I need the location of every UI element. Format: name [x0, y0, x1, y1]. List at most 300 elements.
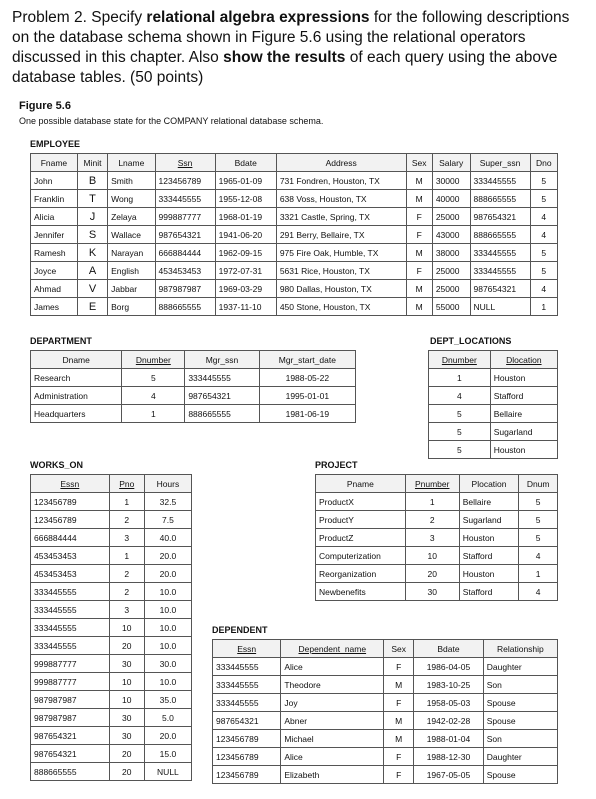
table-cell: Daughter [483, 748, 557, 766]
table-cell: Administration [31, 387, 122, 405]
table-row [429, 441, 558, 459]
column-header [530, 154, 557, 172]
table-row [31, 190, 558, 208]
table-cell: 30 [109, 655, 144, 673]
table-cell: 987654321 [155, 226, 215, 244]
table-cell: 25000 [432, 262, 470, 280]
table-row [31, 529, 192, 547]
table-cell: 999887777 [155, 208, 215, 226]
table-row [316, 493, 558, 511]
table-cell: 987654321 [185, 387, 259, 405]
table-cell: 1 [109, 493, 144, 511]
table-cell: 987987987 [31, 709, 110, 727]
column-header [31, 475, 110, 493]
column-header-label: Dlocation [506, 354, 542, 365]
table-cell: Spouse [483, 694, 557, 712]
table-cell: Franklin [31, 190, 78, 208]
table-cell: 35.0 [144, 691, 191, 709]
table-cell: Bellaire [459, 493, 519, 511]
table-cell: M [406, 298, 432, 316]
table-cell: F [384, 766, 414, 784]
table-row [213, 730, 558, 748]
table-cell: 1988-12-30 [414, 748, 484, 766]
table-row [429, 423, 558, 441]
table-row [31, 280, 558, 298]
table-cell: 2 [109, 511, 144, 529]
table-cell: 20 [405, 565, 459, 583]
table-row [31, 655, 192, 673]
table-cell: Spouse [483, 712, 557, 730]
table-cell: T [77, 190, 107, 208]
table-cell: 888665555 [185, 405, 259, 423]
table-cell: 1942-02-28 [414, 712, 484, 730]
table-cell: M [406, 280, 432, 298]
column-header-label: Pnumber [414, 478, 450, 489]
table-cell: 2 [109, 583, 144, 601]
table-cell: F [384, 748, 414, 766]
table-cell: 3 [109, 601, 144, 619]
table-cell: 333445555 [31, 583, 110, 601]
table-row [429, 387, 558, 405]
table-cell: 638 Voss, Houston, TX [276, 190, 406, 208]
table-cell: 5 [519, 529, 558, 547]
table-cell: 5631 Rice, Houston, TX [276, 262, 406, 280]
table-cell: M [384, 712, 414, 730]
table-cell: 888665555 [470, 226, 530, 244]
table-cell: Alice [281, 748, 384, 766]
column-header [144, 475, 191, 493]
column-header-label: Pname [346, 478, 374, 489]
table-cell: E [77, 298, 107, 316]
column-header-label: Hours [156, 478, 180, 489]
table-cell: 987654321 [31, 745, 110, 763]
figure-title: Figure 5.6 [19, 100, 71, 112]
column-header [384, 640, 414, 658]
table-cell: M [406, 244, 432, 262]
column-header-label: Bdate [234, 157, 257, 168]
problem-bold-1: relational algebra expressions [146, 9, 370, 26]
table-cell: F [406, 262, 432, 280]
table-cell: 20 [109, 637, 144, 655]
column-header-label: Dependent_name [298, 643, 367, 654]
table-cell: 453453453 [31, 547, 110, 565]
table-cell: 2 [405, 511, 459, 529]
table-cell: 10 [109, 619, 144, 637]
table-cell: 5 [530, 244, 557, 262]
table-cell: Stafford [459, 547, 519, 565]
table-cell: Wallace [108, 226, 155, 244]
table-cell: 333445555 [213, 694, 281, 712]
table-cell: 10 [405, 547, 459, 565]
table-cell: J [77, 208, 107, 226]
table-cell: Reorganization [316, 565, 406, 583]
table-cell: 888665555 [155, 298, 215, 316]
table-cell: 731 Fondren, Houston, TX [276, 172, 406, 190]
table-cell: 333445555 [31, 601, 110, 619]
column-header [459, 475, 519, 493]
table-row [213, 748, 558, 766]
table-row [316, 529, 558, 547]
table-cell: 20.0 [144, 727, 191, 745]
dept-locations-table [428, 350, 558, 459]
table-cell: 1962-09-15 [215, 244, 276, 262]
column-header-label: Sex [391, 643, 407, 654]
table-row [316, 511, 558, 529]
table-cell: 666884444 [31, 529, 110, 547]
table-cell: 32.5 [144, 493, 191, 511]
works-on-header-row [31, 475, 192, 493]
table-cell: 5 [530, 262, 557, 280]
table-cell: Alicia [31, 208, 78, 226]
table-cell: 123456789 [31, 493, 110, 511]
column-header [429, 351, 491, 369]
table-cell: 999887777 [31, 673, 110, 691]
table-cell: Joy [281, 694, 384, 712]
table-cell: 1 [405, 493, 459, 511]
table-cell: K [77, 244, 107, 262]
table-cell: 5 [122, 369, 185, 387]
table-cell: Houston [459, 565, 519, 583]
table-cell: 987654321 [470, 208, 530, 226]
column-header [406, 154, 432, 172]
column-header-label: Salary [439, 157, 464, 168]
table-cell: 7.5 [144, 511, 191, 529]
table-cell: 1965-01-09 [215, 172, 276, 190]
table-cell: 123456789 [213, 730, 281, 748]
column-header [470, 154, 530, 172]
table-cell: 10.0 [144, 673, 191, 691]
column-header-label: Lname [118, 157, 145, 168]
table-row [31, 387, 356, 405]
table-cell: 3321 Castle, Spring, TX [276, 208, 406, 226]
table-cell: 980 Dallas, Houston, TX [276, 280, 406, 298]
column-header-label: Super_ssn [479, 157, 521, 168]
table-cell: A [77, 262, 107, 280]
table-cell: Joyce [31, 262, 78, 280]
table-cell: 4 [429, 387, 491, 405]
column-header-label: Minit [83, 157, 102, 168]
table-cell: 2 [109, 565, 144, 583]
table-cell: 20.0 [144, 547, 191, 565]
table-cell: Research [31, 369, 122, 387]
table-cell: Houston [459, 529, 519, 547]
table-cell: 5 [519, 493, 558, 511]
table-cell: 123456789 [213, 748, 281, 766]
column-header [276, 154, 406, 172]
table-cell: 291 Berry, Bellaire, TX [276, 226, 406, 244]
table-cell: 123456789 [155, 172, 215, 190]
table-cell: 888665555 [31, 763, 110, 781]
column-header-label: Essn [60, 478, 80, 489]
table-cell: 40000 [432, 190, 470, 208]
table-row [31, 298, 558, 316]
table-row [31, 727, 192, 745]
table-cell: Sugarland [459, 511, 519, 529]
table-cell: 1986-04-05 [414, 658, 484, 676]
table-cell: 987654321 [470, 280, 530, 298]
table-row [429, 405, 558, 423]
table-cell: 1972-07-31 [215, 262, 276, 280]
table-cell: 333445555 [213, 676, 281, 694]
table-cell: 55000 [432, 298, 470, 316]
table-cell: 30000 [432, 172, 470, 190]
table-cell: 4 [519, 547, 558, 565]
table-cell: 10.0 [144, 583, 191, 601]
column-header [108, 154, 155, 172]
table-cell: 1 [429, 369, 491, 387]
table-cell: Computerization [316, 547, 406, 565]
table-cell: B [77, 172, 107, 190]
table-row [316, 583, 558, 601]
employee-header-row [31, 154, 558, 172]
table-cell: NULL [144, 763, 191, 781]
table-row [31, 511, 192, 529]
column-header-label: Dname [62, 354, 90, 365]
table-cell: 30 [109, 709, 144, 727]
table-cell: 4 [530, 226, 557, 244]
table-cell: Smith [108, 172, 155, 190]
table-cell: 987987987 [155, 280, 215, 298]
column-header-label: Sex [411, 157, 427, 168]
table-cell: 30.0 [144, 655, 191, 673]
project-header-row [316, 475, 558, 493]
table-cell: Abner [281, 712, 384, 730]
table-cell: Jabbar [108, 280, 155, 298]
table-cell: 1995-01-01 [259, 387, 355, 405]
table-cell: 10.0 [144, 601, 191, 619]
problem-text-3: of each query using the above database tables. (50 points) [12, 49, 558, 86]
table-cell: 25000 [432, 208, 470, 226]
table-cell: 987654321 [213, 712, 281, 730]
column-header [213, 640, 281, 658]
table-cell: Son [483, 730, 557, 748]
table-cell: Elizabeth [281, 766, 384, 784]
table-row [213, 658, 558, 676]
table-cell: 5.0 [144, 709, 191, 727]
table-cell: NULL [470, 298, 530, 316]
table-cell: English [108, 262, 155, 280]
table-row [31, 208, 558, 226]
table-row [31, 369, 356, 387]
table-row [31, 763, 192, 781]
table-cell: 123456789 [213, 766, 281, 784]
table-cell: 888665555 [470, 190, 530, 208]
column-header [77, 154, 107, 172]
table-row [31, 619, 192, 637]
table-cell: 4 [122, 387, 185, 405]
table-cell: ProductZ [316, 529, 406, 547]
table-cell: 38000 [432, 244, 470, 262]
table-row [429, 369, 558, 387]
table-cell: 4 [530, 208, 557, 226]
table-cell: Sugarland [490, 423, 557, 441]
column-header-label: Address [325, 157, 357, 168]
problem-text-1: Problem 2. Specify [12, 9, 147, 26]
table-cell: F [384, 658, 414, 676]
column-header [185, 351, 259, 369]
table-row [31, 172, 558, 190]
table-cell: 10.0 [144, 619, 191, 637]
table-cell: 5 [519, 511, 558, 529]
table-cell: M [406, 190, 432, 208]
column-header [519, 475, 558, 493]
project-label: PROJECT [315, 460, 358, 470]
table-cell: Houston [490, 369, 557, 387]
table-cell: 333445555 [31, 637, 110, 655]
table-cell: 1941-06-20 [215, 226, 276, 244]
table-cell: Newbenefits [316, 583, 406, 601]
column-header-label: Dnum [526, 478, 550, 489]
works-on-label: WORKS_ON [30, 460, 84, 470]
table-cell: 5 [530, 190, 557, 208]
table-row [31, 745, 192, 763]
table-cell: 15.0 [144, 745, 191, 763]
table-row [213, 712, 558, 730]
column-header [483, 640, 557, 658]
table-cell: F [384, 694, 414, 712]
table-cell: M [406, 172, 432, 190]
table-cell: 5 [429, 441, 491, 459]
column-header-label: Dnumber [135, 354, 171, 365]
column-header-label: Ssn [177, 157, 193, 168]
department-table [30, 350, 356, 423]
column-header-label: Bdate [437, 643, 460, 654]
project-table [315, 474, 558, 601]
table-cell: 10.0 [144, 637, 191, 655]
table-row [31, 583, 192, 601]
column-header-label: Pno [119, 478, 135, 489]
table-row [31, 262, 558, 280]
table-cell: John [31, 172, 78, 190]
table-row [213, 694, 558, 712]
table-cell: 987654321 [31, 727, 110, 745]
department-label: DEPARTMENT [30, 336, 92, 346]
table-cell: Stafford [490, 387, 557, 405]
table-cell: 333445555 [31, 619, 110, 637]
table-row [31, 673, 192, 691]
table-cell: 453453453 [155, 262, 215, 280]
department-header-row [31, 351, 356, 369]
table-cell: M [384, 730, 414, 748]
table-cell: F [406, 208, 432, 226]
table-row [31, 547, 192, 565]
column-header [109, 475, 144, 493]
table-cell: 975 Fire Oak, Humble, TX [276, 244, 406, 262]
table-cell: 25000 [432, 280, 470, 298]
problem-statement [12, 8, 588, 88]
table-cell: Ahmad [31, 280, 78, 298]
table-cell: Michael [281, 730, 384, 748]
dependent-header-row [213, 640, 558, 658]
dept-locations-header-row [429, 351, 558, 369]
table-cell: Jennifer [31, 226, 78, 244]
column-header [316, 475, 406, 493]
column-header [31, 351, 122, 369]
table-cell: 5 [429, 405, 491, 423]
table-cell: 5 [429, 423, 491, 441]
figure-caption: One possible database state for the COMPANY relational database schema. [19, 116, 324, 126]
table-row [316, 565, 558, 583]
table-row [31, 493, 192, 511]
table-cell: F [406, 226, 432, 244]
employee-label: EMPLOYEE [30, 139, 81, 149]
table-cell: ProductY [316, 511, 406, 529]
table-row [31, 601, 192, 619]
table-cell: 123456789 [31, 511, 110, 529]
column-header-label: Essn [237, 643, 257, 654]
table-cell: 1 [109, 547, 144, 565]
column-header [122, 351, 185, 369]
column-header [432, 154, 470, 172]
table-cell: 1988-01-04 [414, 730, 484, 748]
table-cell: 30 [109, 727, 144, 745]
table-cell: 3 [109, 529, 144, 547]
table-cell: 333445555 [470, 244, 530, 262]
table-row [31, 565, 192, 583]
table-cell: Borg [108, 298, 155, 316]
table-row [31, 691, 192, 709]
table-row [31, 244, 558, 262]
table-cell: 43000 [432, 226, 470, 244]
table-cell: 333445555 [470, 172, 530, 190]
table-cell: 333445555 [185, 369, 259, 387]
table-cell: Son [483, 676, 557, 694]
table-cell: Headquarters [31, 405, 122, 423]
table-cell: Houston [490, 441, 557, 459]
table-cell: 10 [109, 691, 144, 709]
table-cell: 1988-05-22 [259, 369, 355, 387]
column-header [215, 154, 276, 172]
table-cell: 987987987 [31, 691, 110, 709]
table-cell: 40.0 [144, 529, 191, 547]
column-header [414, 640, 484, 658]
table-cell: Spouse [483, 766, 557, 784]
table-cell: Ramesh [31, 244, 78, 262]
table-row [31, 226, 558, 244]
table-cell: Alice [281, 658, 384, 676]
column-header [405, 475, 459, 493]
table-cell: 333445555 [470, 262, 530, 280]
column-header-label: Plocation [471, 478, 507, 489]
column-header [281, 640, 384, 658]
table-cell: M [384, 676, 414, 694]
table-cell: 333445555 [213, 658, 281, 676]
table-cell: 333445555 [155, 190, 215, 208]
column-header-label: Dnumber [441, 354, 477, 365]
table-row [316, 547, 558, 565]
table-cell: 1 [519, 565, 558, 583]
table-cell: Narayan [108, 244, 155, 262]
table-cell: 666884444 [155, 244, 215, 262]
table-cell: Wong [108, 190, 155, 208]
dept-locations-label: DEPT_LOCATIONS [430, 336, 512, 346]
table-cell: 1 [122, 405, 185, 423]
table-cell: 10 [109, 673, 144, 691]
table-cell: James [31, 298, 78, 316]
table-cell: 453453453 [31, 565, 110, 583]
table-cell: 30 [405, 583, 459, 601]
table-cell: 450 Stone, Houston, TX [276, 298, 406, 316]
table-cell: Theodore [281, 676, 384, 694]
column-header-label: Mgr_start_date [278, 354, 336, 365]
table-cell: 20.0 [144, 565, 191, 583]
table-cell: 1 [530, 298, 557, 316]
table-cell: 3 [405, 529, 459, 547]
column-header-label: Dno [535, 157, 552, 168]
table-cell: 1981-06-19 [259, 405, 355, 423]
table-cell: Stafford [459, 583, 519, 601]
column-header [155, 154, 215, 172]
